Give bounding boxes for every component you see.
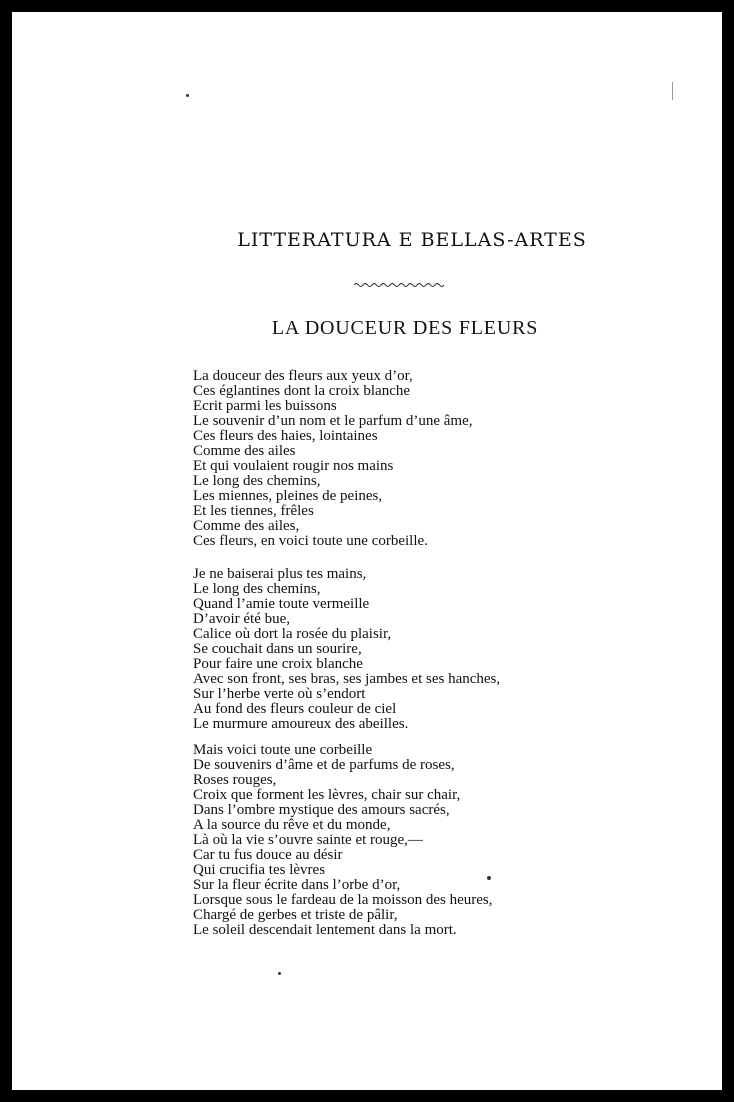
poem-line: Roses rouges, bbox=[193, 772, 277, 788]
poem-line: D’avoir été bue, bbox=[193, 611, 291, 627]
poem-title: LA DOUCEUR DES FLEURS bbox=[271, 317, 539, 339]
poem-line: Comme des ailes, bbox=[193, 518, 300, 534]
poem-line: La douceur des fleurs aux yeux d’or, bbox=[193, 368, 413, 384]
poem-line: Calice où dort la rosée du plaisir, bbox=[193, 626, 392, 642]
poem-line: Ecrit parmi les buissons bbox=[193, 398, 337, 414]
poem-line: Ces églantines dont la croix blanche bbox=[193, 383, 411, 399]
poem-line: Mais voici toute une corbeille bbox=[193, 742, 373, 758]
poem-line: Sur la fleur écrite dans l’orbe d’or, bbox=[193, 877, 401, 893]
poem-line: Pour faire une croix blanche bbox=[193, 656, 363, 672]
poem-line: Ces fleurs, en voici toute une corbeille. bbox=[193, 533, 428, 549]
poem-line: Je ne baiserai plus tes mains, bbox=[193, 566, 367, 582]
poem-line: Les miennes, pleines de peines, bbox=[193, 488, 383, 504]
poem-line: Chargé de gerbes et triste de pâlir, bbox=[193, 907, 398, 923]
print-speck bbox=[487, 876, 491, 880]
stanza-3 bbox=[193, 743, 493, 938]
poem-line: Avec son front, ses bras, ses jambes et ses hanches, bbox=[193, 671, 501, 687]
stanza-2 bbox=[193, 567, 500, 732]
poem-line: De souvenirs d’âme et de parfums de roses, bbox=[193, 757, 455, 773]
poem-line: Se couchait dans un sourire, bbox=[193, 641, 362, 657]
document-page bbox=[12, 12, 722, 1090]
poem-line: Sur l’herbe verte où s’endort bbox=[193, 686, 366, 702]
poem-line: Le murmure amoureux des abeilles. bbox=[193, 716, 409, 732]
print-speck bbox=[278, 972, 281, 975]
poem-line: Quand l’amie toute vermeille bbox=[193, 596, 370, 612]
section-title: LITTERATURA E BELLAS-ARTES bbox=[237, 229, 587, 251]
poem-line: Le long des chemins, bbox=[193, 473, 321, 489]
print-speck bbox=[186, 94, 189, 97]
poem-line: Le soleil descendait lentement dans la mort. bbox=[193, 922, 457, 938]
poem-line: Et qui voulaient rougir nos mains bbox=[193, 458, 394, 474]
poem-line: Dans l’ombre mystique des amours sacrés, bbox=[193, 802, 450, 818]
poem-line: A la source du rêve et du monde, bbox=[193, 817, 391, 833]
poem-line: Croix que forment les lèvres, chair sur chair, bbox=[193, 787, 461, 803]
poem-line: Comme des ailes bbox=[193, 443, 296, 459]
poem-line: Et les tiennes, frêles bbox=[193, 503, 314, 519]
poem-line: Là où la vie s’ouvre sainte et rouge,— bbox=[193, 832, 423, 848]
poem-line: Le souvenir d’un nom et le parfum d’une âme, bbox=[193, 413, 473, 429]
poem-line: Lorsque sous le fardeau de la moisson des heures, bbox=[193, 892, 493, 908]
poem-line: Au fond des fleurs couleur de ciel bbox=[193, 701, 397, 717]
poem-line: Le long des chemins, bbox=[193, 581, 321, 597]
poem-line: Car tu fus douce au désir bbox=[193, 847, 343, 863]
print-speck bbox=[672, 82, 673, 100]
wavy-rule-ornament-icon bbox=[354, 281, 444, 289]
stanza-1 bbox=[193, 369, 473, 549]
poem-line: Qui crucifia tes lèvres bbox=[193, 862, 326, 878]
poem-line: Ces fleurs des haies, lointaines bbox=[193, 428, 378, 444]
